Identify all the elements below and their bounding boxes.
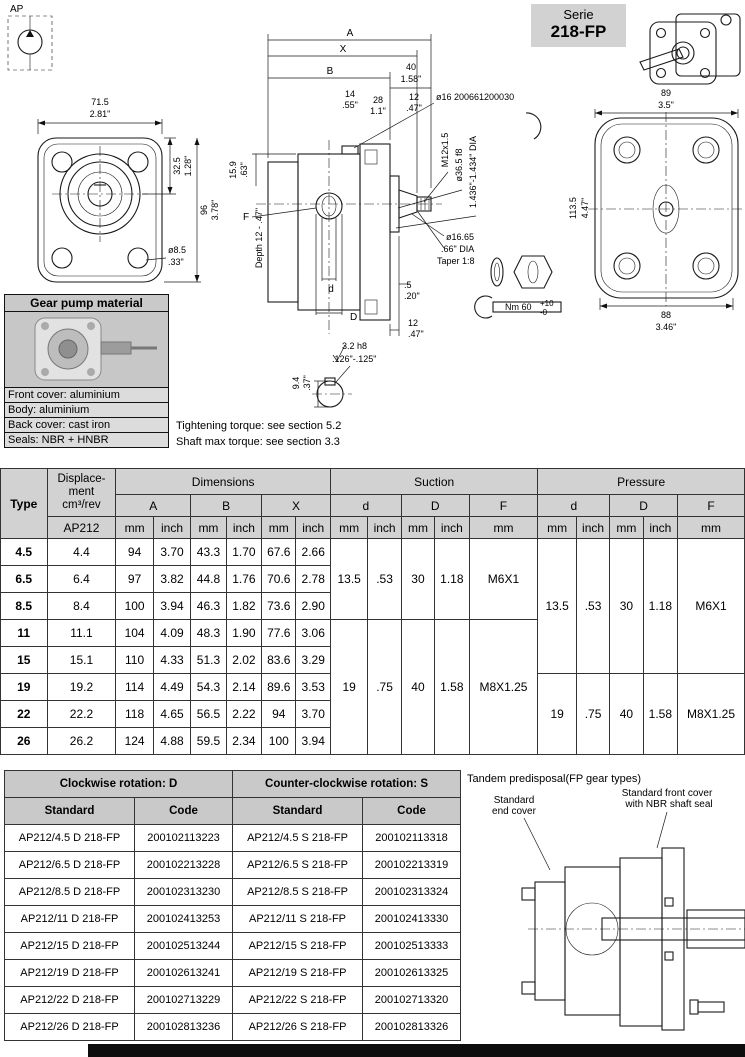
cell: 124 — [116, 728, 153, 755]
unit-header: mm — [116, 517, 153, 539]
dim-label: 1.58" — [400, 74, 422, 84]
cell: 200102213319 — [363, 852, 461, 879]
cell: 2.90 — [296, 593, 330, 620]
cell: .53 — [576, 539, 609, 674]
dimensions-table — [0, 468, 745, 755]
unit-header: mm — [610, 517, 643, 539]
cell: 13.5 — [330, 539, 367, 620]
dim-label: 4.47" — [580, 197, 590, 219]
cell: 51.3 — [191, 647, 226, 674]
dim-label: 2.81" — [89, 109, 111, 119]
group-header-dimensions: Dimensions — [116, 469, 331, 495]
cell: 4.65 — [153, 701, 190, 728]
cell: 200102113318 — [363, 825, 461, 852]
shaft-key-detail — [291, 341, 376, 407]
cell: 43.3 — [191, 539, 226, 566]
cell: AP212/19 S 218-FP — [233, 960, 363, 987]
cell: 70.6 — [262, 566, 296, 593]
cell: 48.3 — [191, 620, 226, 647]
cell: 114 — [116, 674, 153, 701]
tandem-title: Tandem predisposal(FP gear types) — [467, 773, 642, 785]
dim-label: 89 — [660, 88, 672, 98]
cell: 4.49 — [153, 674, 190, 701]
cell: 3.94 — [153, 593, 190, 620]
cell: M8X1.25 — [469, 620, 538, 755]
unit-header: mm — [262, 517, 296, 539]
cell: AP212/4.5 S 218-FP — [233, 825, 363, 852]
cell: 4.88 — [153, 728, 190, 755]
dim-label: 40 — [405, 62, 417, 72]
dim-label: .47" — [406, 103, 422, 113]
thread-label: M12x1.5 — [440, 132, 450, 168]
dim-label: .5 — [404, 280, 412, 290]
depth-label: Depth 12 - .47" — [254, 207, 264, 269]
note-shaft-torque: Shaft max torque: see section 3.3 — [176, 436, 340, 448]
col-header-type: Type — [1, 469, 48, 539]
table-row — [5, 933, 461, 960]
cell: AP212/15 D 218-FP — [5, 933, 135, 960]
cell: 200102613325 — [363, 960, 461, 987]
end-cover-label: Standard — [493, 795, 535, 806]
table-row — [5, 879, 461, 906]
cell: 22.2 — [47, 701, 116, 728]
col-header-pressure-f: F — [678, 495, 745, 517]
cell: AP212/4.5 D 218-FP — [5, 825, 135, 852]
cell: .75 — [368, 620, 401, 755]
unit-header: mm — [678, 517, 745, 539]
cell: 11.1 — [47, 620, 116, 647]
torque-tol-up: +10 — [540, 299, 554, 308]
cell: 11 — [1, 620, 48, 647]
cell: 200102313230 — [135, 879, 233, 906]
dim-label: .33" — [168, 257, 184, 267]
plug-code-label: ø16 200661200030 — [436, 92, 515, 102]
cell: 200102813326 — [363, 1014, 461, 1041]
cell: AP212/11 S 218-FP — [233, 906, 363, 933]
cell: 1.90 — [226, 620, 261, 647]
dim-label: B — [326, 66, 334, 77]
cell: 100 — [262, 728, 296, 755]
dim-label: .126"-.125" — [332, 354, 377, 364]
dim-label: 3.46" — [655, 322, 677, 332]
cell: AP212/15 S 218-FP — [233, 933, 363, 960]
col-header-ap212: AP212 — [47, 517, 116, 539]
col-header-suction-D: D — [401, 495, 469, 517]
col-header-b: B — [191, 495, 262, 517]
unit-header: mm — [330, 517, 367, 539]
cell: .53 — [368, 539, 401, 620]
unit-header: mm — [401, 517, 434, 539]
rotation-codes-table — [4, 770, 461, 1041]
cell: M8X1.25 — [678, 674, 745, 755]
cell: 200102313324 — [363, 879, 461, 906]
cell: 118 — [116, 701, 153, 728]
cell: 6.5 — [1, 566, 48, 593]
cell: 3.94 — [296, 728, 330, 755]
cell: 54.3 — [191, 674, 226, 701]
cell: 13.5 — [538, 539, 576, 674]
cell: AP212/6.5 S 218-FP — [233, 852, 363, 879]
cell: 3.70 — [296, 701, 330, 728]
cell: AP212/26 D 218-FP — [5, 1014, 135, 1041]
back-view-drawing — [588, 112, 744, 306]
cell: 200102113223 — [135, 825, 233, 852]
tandem-cross-section — [522, 812, 745, 1030]
cell: 46.3 — [191, 593, 226, 620]
unit-header: mm — [538, 517, 576, 539]
dim-label: X — [339, 44, 347, 55]
table-row — [5, 852, 461, 879]
dim-label: .37" — [302, 375, 312, 391]
col-header-suction-f: F — [469, 495, 538, 517]
cell: 100 — [116, 593, 153, 620]
material-photo — [4, 312, 169, 388]
cell: 56.5 — [191, 701, 226, 728]
table-row — [5, 906, 461, 933]
cell: AP212/19 D 218-FP — [5, 960, 135, 987]
material-title: Gear pump material — [4, 294, 169, 312]
cell: AP212/26 S 218-FP — [233, 1014, 363, 1041]
cell: 104 — [116, 620, 153, 647]
cell: 40 — [401, 620, 434, 755]
dim-label: 88 — [660, 310, 672, 320]
material-front-cover: Front cover: aluminium — [4, 388, 169, 403]
taper-dia-label: ø16.65 — [446, 232, 475, 242]
dim-label: 14 — [344, 89, 356, 99]
cell: 4.4 — [47, 539, 116, 566]
cell: .75 — [576, 674, 609, 755]
dim-label: ø8.5 — [168, 245, 187, 255]
cell: 200102713229 — [135, 987, 233, 1014]
dim-label: 32.5 — [172, 157, 182, 175]
cell: 44.8 — [191, 566, 226, 593]
series-number: 218-FP — [550, 22, 607, 41]
unit-header: mm — [191, 517, 226, 539]
surface-finish-label: 3.2 h8 — [342, 341, 368, 351]
cell: 19 — [538, 674, 576, 755]
pump-photo-gray — [5, 312, 168, 386]
dim-label: 96 — [199, 204, 209, 216]
cell: 59.5 — [191, 728, 226, 755]
dim-label: 1.28" — [183, 155, 193, 177]
ap-symbol — [8, 4, 52, 70]
cell: 1.18 — [435, 539, 469, 620]
cell: 1.70 — [226, 539, 261, 566]
dim-label: A — [346, 28, 354, 39]
cell: AP212/8.5 D 218-FP — [5, 879, 135, 906]
table-row — [5, 1014, 461, 1041]
taper-label: Taper 1:8 — [437, 256, 475, 266]
cell: 2.22 — [226, 701, 261, 728]
unit-header: inch — [226, 517, 261, 539]
dim-label: 3.78" — [210, 199, 220, 221]
cell: 15.1 — [47, 647, 116, 674]
cell: 19.2 — [47, 674, 116, 701]
cell: 3.29 — [296, 647, 330, 674]
cell: 2.14 — [226, 674, 261, 701]
group-header-suction: Suction — [330, 469, 537, 495]
cell: 97 — [116, 566, 153, 593]
displacement-line: cm³/rev — [62, 499, 101, 511]
cell: M6X1 — [469, 539, 538, 620]
front-cover-label: with NBR shaft seal — [625, 799, 713, 810]
dim-label: 3.5" — [658, 100, 674, 110]
col-header-code: Code — [363, 798, 461, 825]
taper-dia-inch-label: .66" DIA — [441, 244, 475, 254]
unit-header: inch — [576, 517, 609, 539]
unit-header: inch — [153, 517, 190, 539]
unit-header: inch — [368, 517, 401, 539]
cell: 1.58 — [643, 674, 677, 755]
dim-label: 71.5 — [91, 97, 109, 107]
dim-label: 113.5 — [568, 197, 578, 219]
cell: 2.02 — [226, 647, 261, 674]
spigot-label: ø36.5 f8 — [454, 148, 464, 182]
cell: 94 — [116, 539, 153, 566]
dim-label: 28 — [372, 95, 384, 105]
cell: 4.33 — [153, 647, 190, 674]
cell: 83.6 — [262, 647, 296, 674]
cell: 3.06 — [296, 620, 330, 647]
col-header-displacement — [47, 469, 116, 517]
series-label: Serie — [563, 7, 594, 22]
cell: 200102613241 — [135, 960, 233, 987]
tandem-section — [462, 770, 745, 1042]
cell: 1.76 — [226, 566, 261, 593]
group-header-pressure: Pressure — [538, 469, 745, 495]
cell: 67.6 — [262, 539, 296, 566]
end-cover-label: end cover — [492, 806, 536, 817]
dim-label: .47" — [408, 329, 424, 339]
table-row — [1, 539, 745, 566]
col-header-pressure-d: d — [538, 495, 610, 517]
cell: 200102413253 — [135, 906, 233, 933]
unit-header: inch — [296, 517, 330, 539]
cell: 3.82 — [153, 566, 190, 593]
product-photo — [640, 14, 740, 84]
side-view-drawing — [256, 140, 442, 334]
cell: 1.82 — [226, 593, 261, 620]
cell: 4.5 — [1, 539, 48, 566]
cell: 1.58 — [435, 620, 469, 755]
table-row — [5, 960, 461, 987]
header-counter-clockwise: Counter-clockwise rotation: S — [233, 771, 461, 798]
col-header-suction-d: d — [330, 495, 401, 517]
cell: 8.4 — [47, 593, 116, 620]
front-view-drawing — [38, 138, 162, 282]
torque-label: Nm 60 — [505, 302, 532, 312]
dim-label: d — [328, 284, 334, 295]
port-thread-label: F — [242, 212, 250, 223]
cell: 3.53 — [296, 674, 330, 701]
dim-label: 9.4 — [291, 376, 301, 390]
displacement-line: Displace- — [57, 473, 106, 485]
cell: AP212/11 D 218-FP — [5, 906, 135, 933]
col-header-standard: Standard — [233, 798, 363, 825]
cell: 2.34 — [226, 728, 261, 755]
displacement-line: ment — [68, 486, 95, 498]
unit-header: mm — [469, 517, 538, 539]
cell: 2.78 — [296, 566, 330, 593]
material-box — [4, 294, 169, 448]
cell: 6.4 — [47, 566, 116, 593]
dim-label: 15.9 — [228, 161, 238, 179]
dim-label: .20" — [404, 291, 420, 301]
dim-label: 12 — [408, 318, 419, 328]
cell: 30 — [610, 539, 643, 674]
cell: 110 — [116, 647, 153, 674]
cell: 26 — [1, 728, 48, 755]
series-badge — [531, 4, 626, 47]
unit-header: inch — [643, 517, 677, 539]
cell: AP212/22 S 218-FP — [233, 987, 363, 1014]
cell: 94 — [262, 701, 296, 728]
cell: 200102813236 — [135, 1014, 233, 1041]
cell: 40 — [610, 674, 643, 755]
cell: 22 — [1, 701, 48, 728]
cell: 89.6 — [262, 674, 296, 701]
cell: 26.2 — [47, 728, 116, 755]
header-clockwise: Clockwise rotation: D — [5, 771, 233, 798]
torque-tol-dn: -0 — [540, 308, 548, 317]
cell: 2.66 — [296, 539, 330, 566]
cell: AP212/22 D 218-FP — [5, 987, 135, 1014]
cell: 200102513333 — [363, 933, 461, 960]
dim-label: D — [350, 312, 358, 323]
dim-label: .63" — [239, 162, 249, 178]
material-body: Body: aluminium — [4, 403, 169, 418]
cell: 19 — [1, 674, 48, 701]
cell: M6X1 — [678, 539, 745, 674]
side-view-dimensions — [228, 28, 561, 339]
dim-label: .55" — [342, 100, 358, 110]
cell: AP212/8.5 S 218-FP — [233, 879, 363, 906]
front-cover-label: Standard front cover — [621, 788, 713, 799]
table-row — [5, 987, 461, 1014]
cell: 4.09 — [153, 620, 190, 647]
cell: 200102713320 — [363, 987, 461, 1014]
unit-header: inch — [435, 517, 469, 539]
cell: 77.6 — [262, 620, 296, 647]
footer-bar — [88, 1044, 745, 1057]
col-header-standard: Standard — [5, 798, 135, 825]
cell: 19 — [330, 620, 367, 755]
col-header-x: X — [262, 495, 331, 517]
spigot-inch-label: 1.436"-1.434" DIA — [468, 136, 478, 208]
table-row — [5, 825, 461, 852]
cell: AP212/6.5 D 218-FP — [5, 852, 135, 879]
cell: 8.5 — [1, 593, 48, 620]
cell: 200102413330 — [363, 906, 461, 933]
material-back-cover: Back cover: cast iron — [4, 418, 169, 433]
cell: 15 — [1, 647, 48, 674]
note-tightening: Tightening torque: see section 5.2 — [176, 420, 342, 432]
col-header-a: A — [116, 495, 191, 517]
col-header-pressure-D: D — [610, 495, 678, 517]
col-header-code: Code — [135, 798, 233, 825]
material-seals: Seals: NBR + HNBR — [4, 433, 169, 448]
cell: 1.18 — [643, 539, 677, 674]
ap-label: AP — [10, 4, 24, 15]
cell: 3.70 — [153, 539, 190, 566]
cell: 200102513244 — [135, 933, 233, 960]
dim-label: 1.1" — [370, 106, 386, 116]
cell: 200102213228 — [135, 852, 233, 879]
cell: 30 — [401, 539, 434, 620]
dim-label: 12 — [408, 92, 420, 102]
cell: 73.6 — [262, 593, 296, 620]
notes — [176, 418, 341, 450]
